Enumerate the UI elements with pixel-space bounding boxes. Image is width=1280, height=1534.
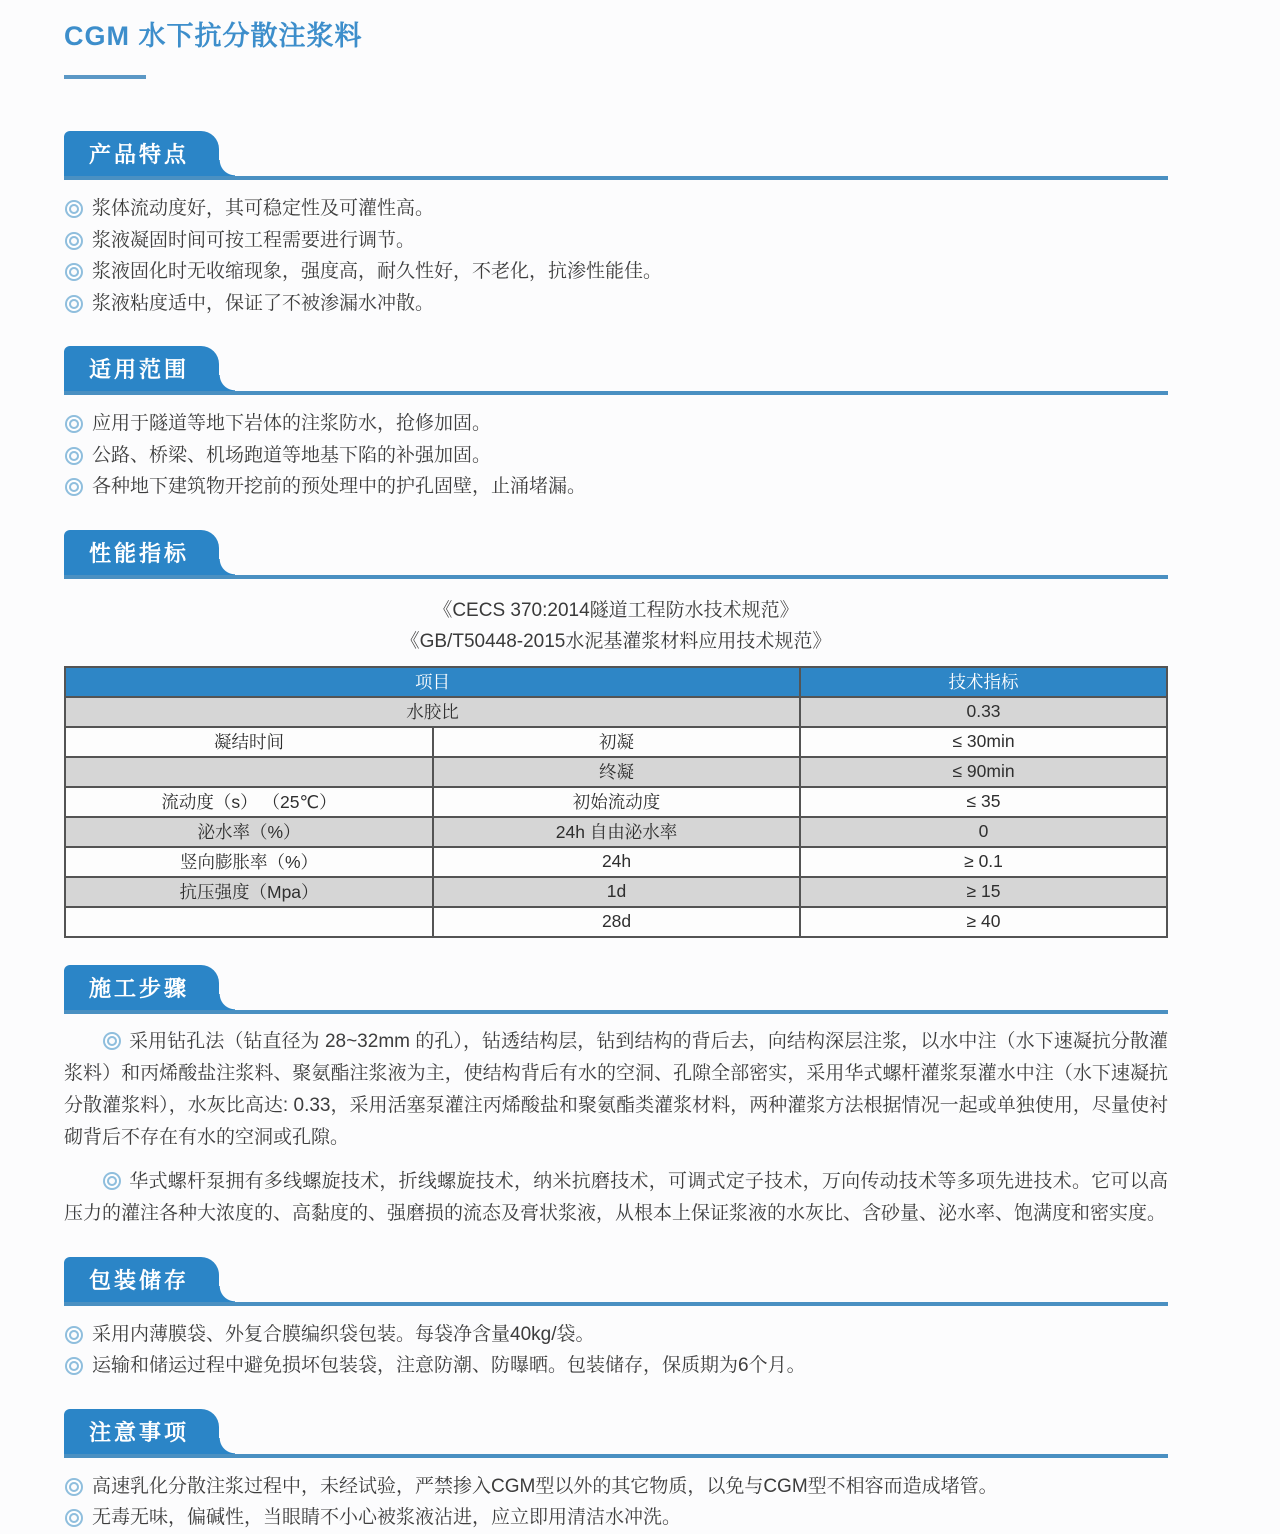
list-item-text: 浆液凝固时间可按工程需要进行调节。 <box>92 229 416 251</box>
list-item <box>64 1350 1168 1382</box>
table-cell: 抗压强度（Mpa） <box>65 877 433 907</box>
table-cell: ≥ 40 <box>800 907 1167 937</box>
column-header-indicator: 技术指标 <box>800 667 1167 697</box>
list-item-text: 浆液固化时无收缩现象，强度高，耐久性好，不老化，抗渗性能佳。 <box>92 261 663 282</box>
table-cell: 0 <box>800 817 1167 847</box>
section-badge <box>64 131 219 176</box>
table-cell: 竖向膨胀率（%） <box>65 847 433 877</box>
standards-references <box>64 595 1168 657</box>
table-cell: ≤ 90min <box>800 757 1167 787</box>
scope-list <box>64 408 1168 503</box>
ring-bullet-icon <box>69 1361 79 1371</box>
table-cell <box>65 757 433 787</box>
table-row <box>65 877 1167 907</box>
badge-fillet <box>219 1286 235 1302</box>
section-heading: 包装储存 <box>89 1267 190 1293</box>
list-item-text: 应用于隧道等地下岩体的注浆防水，抢修加固。 <box>92 413 492 434</box>
section-header <box>64 131 1168 180</box>
ring-bullet-icon <box>107 1036 117 1046</box>
list-item <box>64 471 1168 503</box>
section-heading: 产品特点 <box>89 142 190 167</box>
ring-bullet-icon <box>69 204 79 214</box>
section-construction <box>64 965 1168 1230</box>
table-cell: ≤ 30min <box>800 727 1167 757</box>
ring-bullet-icon <box>69 451 79 461</box>
standard-reference: 《GB/T50448-2015水泥基灌浆材料应用技术规范》 <box>400 630 832 652</box>
table-row <box>65 817 1167 847</box>
badge-fillet <box>219 375 235 391</box>
list-item <box>64 1502 1168 1534</box>
list-item <box>64 440 1168 472</box>
list-item <box>64 225 1168 257</box>
table-row <box>65 727 1167 757</box>
table-cell: 1d <box>433 877 800 907</box>
section-scope <box>64 346 1168 503</box>
ring-bullet-icon <box>69 482 79 492</box>
list-item <box>64 256 1168 288</box>
section-heading: 适用范围 <box>89 357 190 382</box>
construction-paragraph <box>64 1026 1168 1154</box>
table-row <box>65 757 1167 787</box>
list-item-text: 运输和储运过程中避免损坏包装袋，注意防潮、防曝晒。包装储存，保质期为6个月。 <box>92 1355 806 1376</box>
features-list <box>64 193 1168 319</box>
list-item-text: 各种地下建筑物开挖前的预处理中的护孔固壁，止涌堵漏。 <box>92 476 587 497</box>
badge-fillet <box>219 994 235 1010</box>
table-header-row <box>65 667 1167 697</box>
list-item <box>64 1319 1168 1351</box>
table-cell: 泌水率（%） <box>65 817 433 847</box>
badge-fillet <box>219 559 235 575</box>
section-badge <box>64 1257 219 1302</box>
list-item-text: 公路、桥梁、机场跑道等地基下陷的补强加固。 <box>92 444 492 466</box>
ring-bullet-icon <box>69 299 79 309</box>
performance-table <box>64 666 1168 938</box>
table-cell: 24h <box>433 847 800 877</box>
section-badge <box>64 346 219 391</box>
paragraph-text: 采用钻孔法（钻直径为 28~32mm 的孔），钻透结构层，钻到结构的背后去，向结构深层注浆，以水中注（水下速凝抗分散灌浆料）和丙烯酸盐注浆料、聚氨酯注浆液为主，使结构背后有水的空洞、孔隙全部密实，采用华式螺杆灌浆泵灌水中注（水下速凝抗分散灌浆料），水灰比高达: 0.33，采用活塞泵灌注丙烯酸盐和聚氨酯类灌浆材料，两种灌浆方法根据情况一起或单独使用，尽量使衬砌背后不存在有水的空洞或孔隙。 <box>64 1030 1168 1148</box>
ring-bullet-icon <box>69 1482 79 1492</box>
list-item-text: 高速乳化分散注浆过程中，未经试验，严禁掺入CGM型以外的其它物质，以免与CGM型不相容而造成堵管。 <box>92 1475 998 1497</box>
table-cell: ≥ 0.1 <box>800 847 1167 877</box>
section-features <box>64 131 1168 319</box>
construction-paragraph <box>64 1166 1168 1230</box>
section-heading: 性能指标 <box>89 540 190 566</box>
ring-bullet-icon <box>69 419 79 429</box>
ring-bullet-icon <box>69 267 79 277</box>
ring-bullet-icon <box>107 1176 117 1186</box>
column-header-project: 项目 <box>65 667 800 697</box>
badge-fillet <box>219 1438 235 1454</box>
ring-bullet-icon <box>69 1513 79 1523</box>
table-cell: 初凝 <box>433 727 800 757</box>
section-heading: 注意事项 <box>89 1419 190 1445</box>
section-header <box>64 1257 1168 1306</box>
ring-bullet-icon <box>69 236 79 246</box>
table-cell: 流动度（s） （25℃） <box>65 787 433 817</box>
list-item-text: 采用内薄膜袋、外复合膜编织袋包装。每袋净含量40kg/袋。 <box>92 1323 595 1345</box>
table-row <box>65 697 1167 727</box>
list-item <box>64 408 1168 440</box>
section-header <box>64 346 1168 395</box>
table-cell: 终凝 <box>433 757 800 787</box>
table-row <box>65 907 1167 937</box>
table-cell: 28d <box>433 907 800 937</box>
table-cell: 初始流动度 <box>433 787 800 817</box>
list-item <box>64 288 1168 320</box>
badge-fillet <box>219 160 235 176</box>
precautions-list <box>64 1471 1168 1534</box>
ring-bullet-icon <box>69 1330 79 1340</box>
table-cell: ≤ 35 <box>800 787 1167 817</box>
section-header <box>64 965 1168 1014</box>
title-underline <box>64 75 146 79</box>
table-row <box>65 787 1167 817</box>
section-performance <box>64 530 1168 938</box>
table-cell: 凝结时间 <box>65 727 433 757</box>
table-cell: 24h 自由泌水率 <box>433 817 800 847</box>
table-cell: ≥ 15 <box>800 877 1167 907</box>
section-packaging <box>64 1257 1168 1382</box>
page-title: CGM 水下抗分散注浆料 <box>64 21 363 51</box>
packaging-list <box>64 1319 1168 1382</box>
section-badge <box>64 530 219 575</box>
table-cell: 水胶比 <box>65 697 800 727</box>
section-precautions <box>64 1409 1168 1534</box>
paragraph-text: 华式螺杆泵拥有多线螺旋技术，折线螺旋技术，纳米抗磨技术，可调式定子技术，万向传动技术等多项先进技术。它可以高压力的灌注各种大浓度的、高黏度的、强磨损的流态及膏状浆液，从根本上保证浆液的水灰比、含砂量、泌水率、饱满度和密实度。 <box>64 1170 1168 1224</box>
section-header <box>64 1409 1168 1458</box>
section-header <box>64 530 1168 579</box>
section-heading: 施工步骤 <box>89 975 190 1001</box>
list-item-text: 浆体流动度好，其可稳定性及可灌性高。 <box>92 198 435 219</box>
list-item <box>64 1471 1168 1503</box>
table-cell <box>65 907 433 937</box>
list-item-text: 无毒无味，偏碱性，当眼睛不小心被浆液沾进，应立即用清洁水冲洗。 <box>92 1507 682 1528</box>
section-badge <box>64 1409 219 1454</box>
list-item <box>64 193 1168 225</box>
table-cell: 0.33 <box>800 697 1167 727</box>
standard-reference: 《CECS 370:2014隧道工程防水技术规范》 <box>433 599 799 621</box>
table-row <box>65 847 1167 877</box>
section-badge <box>64 965 219 1010</box>
list-item-text: 浆液粘度适中，保证了不被渗漏水冲散。 <box>92 292 435 314</box>
